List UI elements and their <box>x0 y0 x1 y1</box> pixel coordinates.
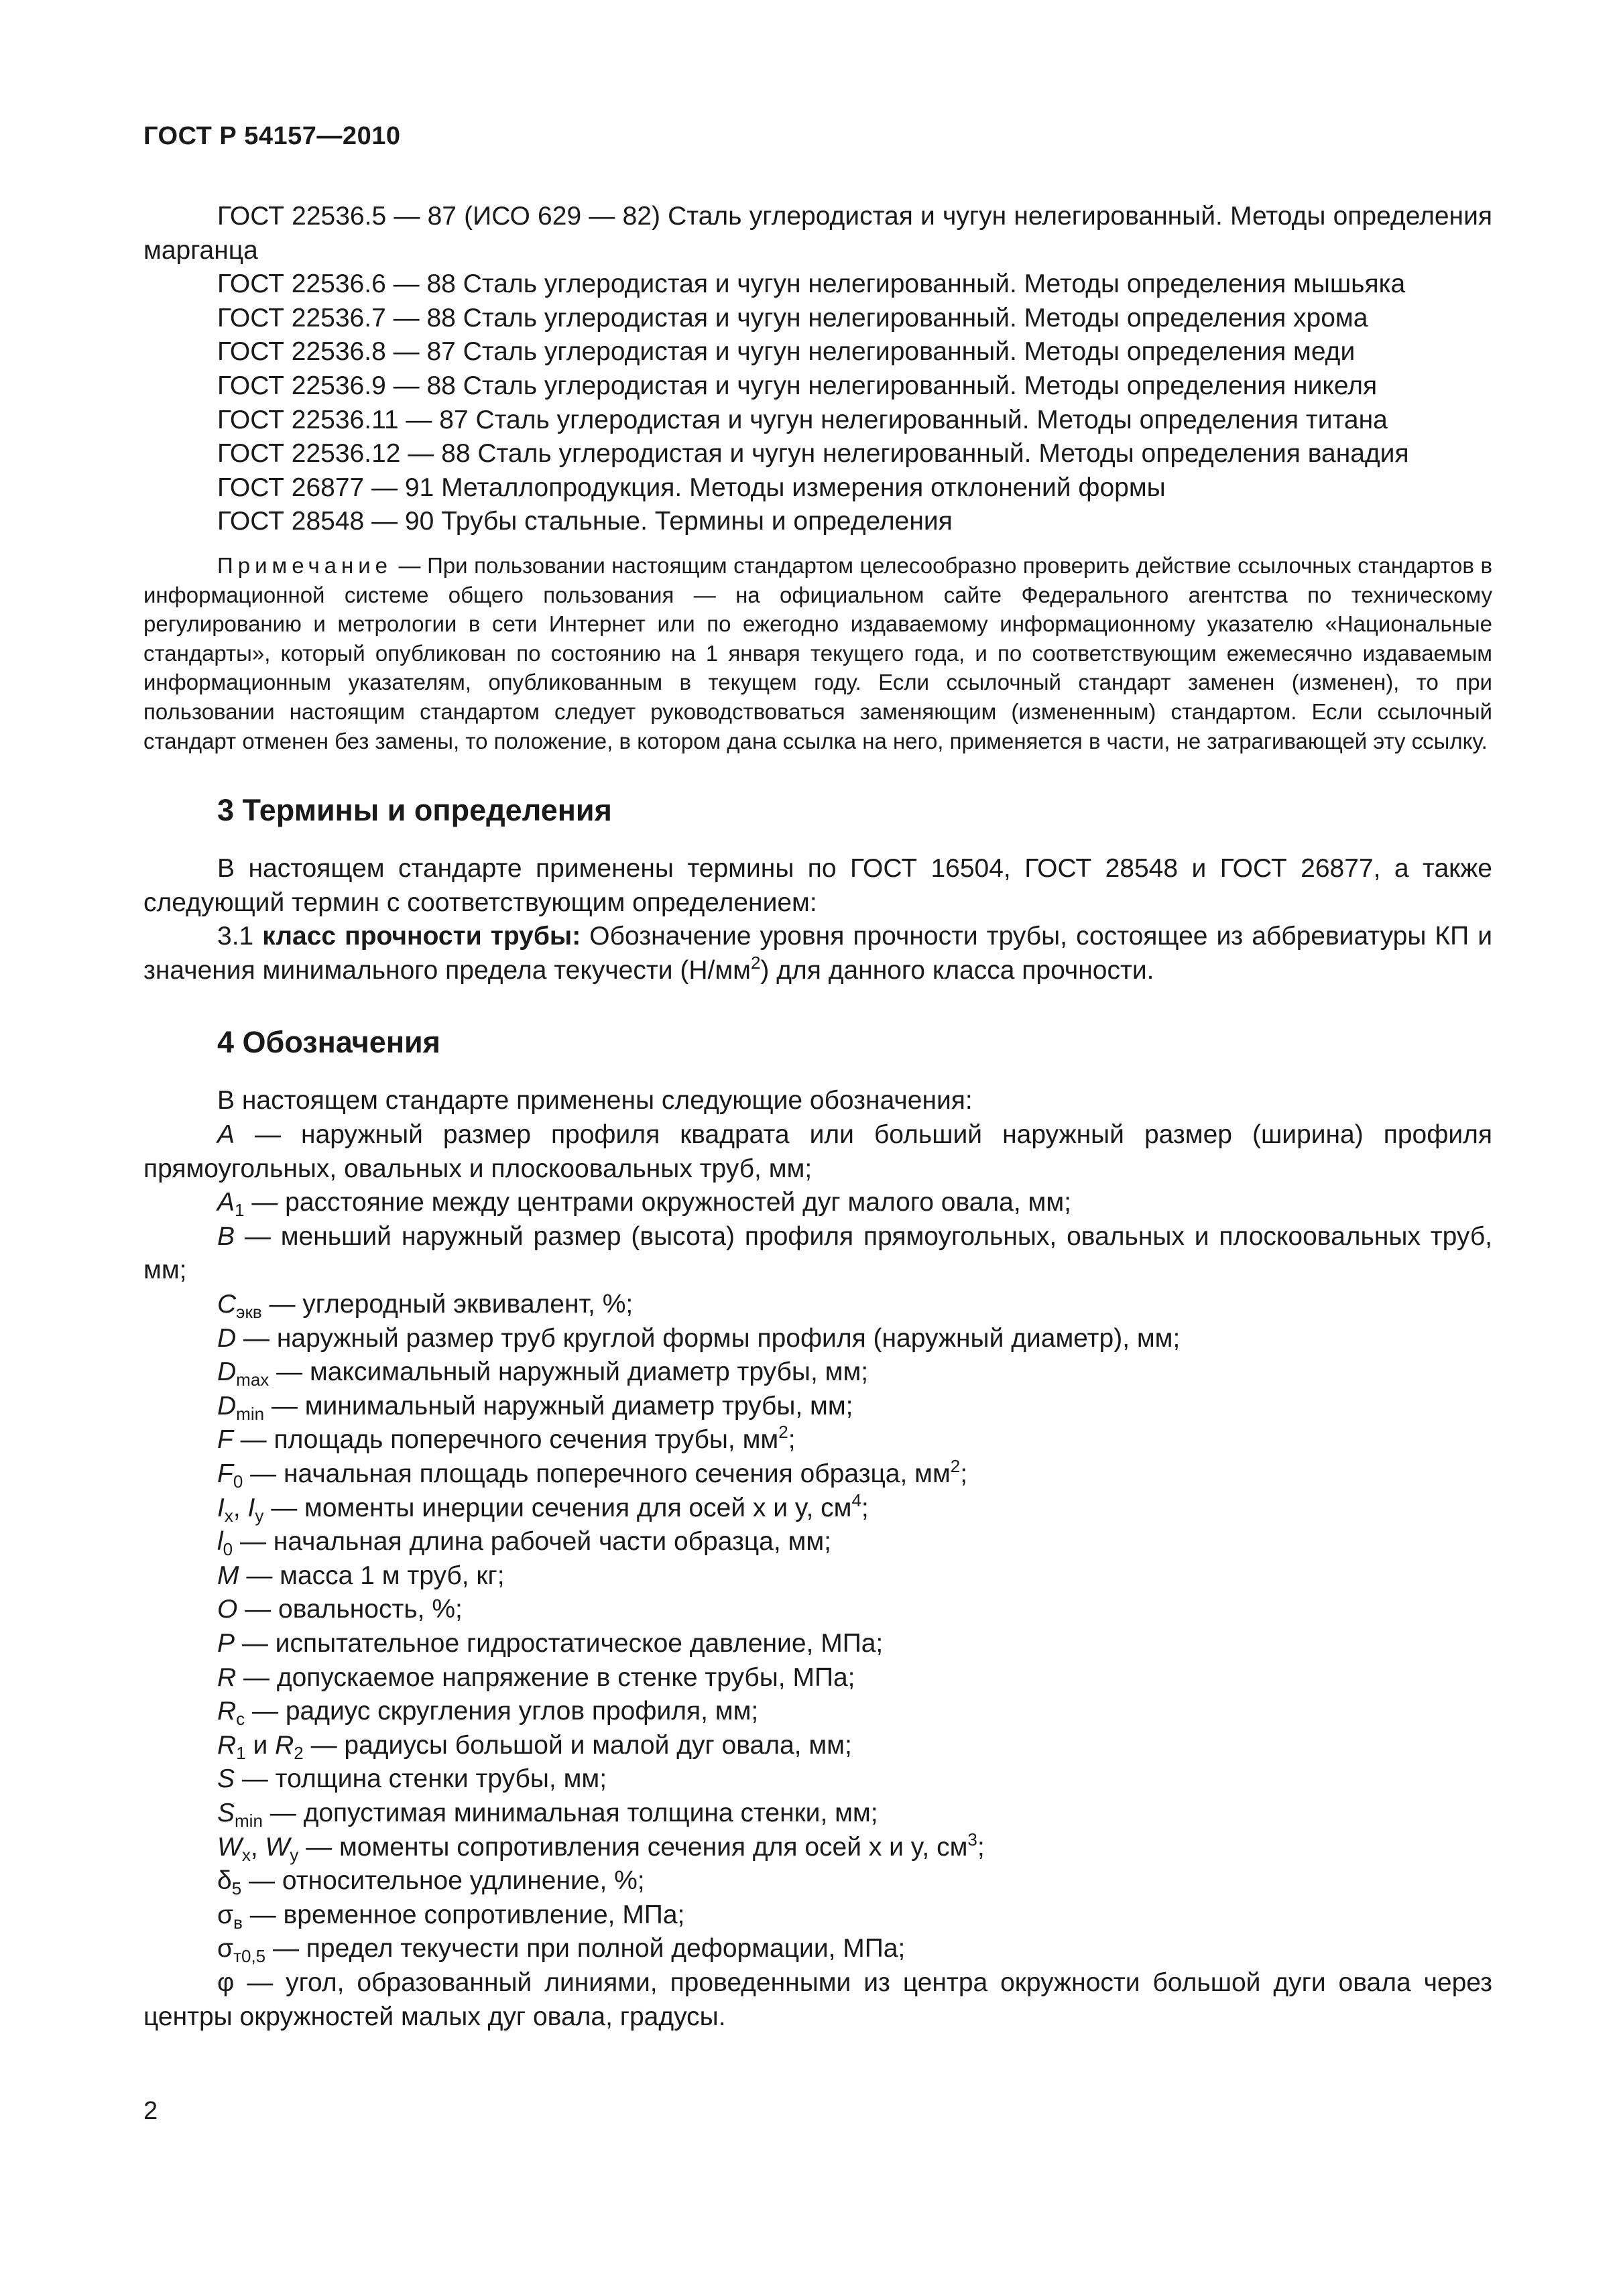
symbol-description: — начальная площадь поперечного сечения образца, мм <box>243 1459 951 1488</box>
symbol-description: — минимальный наружный диаметр трубы, мм; <box>264 1391 853 1421</box>
note-text: — При пользовании настоящим стандартом целесообразно проверить действие ссылочных стандартов в информационной системе общего пользования — на официальном сайте Федерального агентства по техническому регулированию и метрологии в сети Интернет или по ежегодно издаваемому информационному указателю «Национальные стандарты», который опубликован по состоянию на 1 января текущего года, и по соответствующим ежемесячно издаваемым информационным указателям, опубликованным в текущем году. Если ссылочный стандарт заменен (изменен), то при пользовании настоящим стандартом следует руководствоваться заменяющим (измененным) стандартом. Если ссылочный стандарт отменен без замены, то положение, в котором дана ссылка на него, применяется в части, не затрагивающей эту ссылку. <box>143 552 1492 753</box>
reference-item: ГОСТ 22536.12 — 88 Сталь углеродистая и чугун нелегированный. Методы определения ванадия <box>217 439 1409 469</box>
symbol-description: — наружный размер профиля квадрата или больший наружный размер (ширина) профиля прямоугольных, овальных и плоскоовальных труб, мм; <box>143 1120 1492 1183</box>
symbol-subscript: в <box>233 1912 243 1933</box>
symbol: I <box>217 1493 225 1522</box>
symbol-definition <box>143 1423 1492 1457</box>
symbol-definition <box>143 1457 1492 1492</box>
symbol: A <box>217 1188 235 1217</box>
symbol: σ <box>217 1900 234 1929</box>
symbol-definition <box>143 1186 1492 1220</box>
punctuation: ; <box>960 1459 968 1488</box>
symbol: B <box>217 1221 235 1251</box>
reference-item: ГОСТ 22536.11 — 87 Сталь углеродистая и чугун нелегированный. Методы определения титана <box>217 405 1388 434</box>
superscript: 3 <box>967 1829 977 1850</box>
term-number: 3.1 <box>217 922 254 951</box>
punctuation: ; <box>861 1493 869 1522</box>
references-list <box>143 200 1492 539</box>
symbol-definition <box>143 1864 1492 1898</box>
symbol-description: — моменты инерции сечения для осей x и y, см <box>263 1493 852 1522</box>
symbol-subscript: 0 <box>223 1539 233 1560</box>
symbol-subscript: т0,5 <box>233 1946 266 1967</box>
page-number: 2 <box>143 2097 158 2125</box>
term-definition-text: ) для данного класса прочности. <box>760 955 1154 985</box>
note-paragraph <box>143 551 1492 756</box>
symbol: φ <box>217 1968 235 1997</box>
note-label: Примечание <box>217 552 393 578</box>
symbol-description: — радиус скругления углов профиля, мм; <box>245 1697 759 1726</box>
symbols-list <box>143 1118 1492 2034</box>
symbol: A <box>217 1120 235 1150</box>
symbol-definition <box>143 1729 1492 1763</box>
symbol-definition <box>143 1390 1492 1424</box>
symbol-definition <box>143 1932 1492 1966</box>
symbol: O <box>217 1595 238 1624</box>
symbol: W <box>217 1832 242 1862</box>
symbol: R <box>275 1730 294 1760</box>
symbol-definition: $W_x$, $W_y$ — моменты сопротивления сечения для осей x и y, $см^3$; <box>217 1829 985 1865</box>
symbol-description: — наружный размер труб круглой формы профиля (наружный диаметр), мм; <box>236 1323 1181 1353</box>
symbol-definition: $I_x$, $I_y$ — моменты инерции сечения для осей x и y, $см^4$; <box>217 1490 869 1526</box>
symbol-definition <box>143 1288 1492 1322</box>
symbol-description: — допускаемое напряжение в стенке трубы, МПа; <box>236 1663 855 1692</box>
symbol: D <box>217 1357 237 1387</box>
term-name: класс прочности трубы: <box>262 922 581 951</box>
reference-item: ГОСТ 22536.7 — 88 Сталь углеродистая и чугун нелегированный. Методы определения хрома <box>217 303 1368 333</box>
symbol-description: — начальная длина рабочей части образца, мм; <box>233 1527 831 1557</box>
symbol-subscript: max <box>236 1370 269 1390</box>
section-3-intro: В настоящем стандарте применены термины по ГОСТ 16504, ГОСТ 28548 и ГОСТ 26877, а также следующий термин с соответствующим определением: <box>143 854 1492 917</box>
symbol: D <box>217 1323 237 1353</box>
reference-item: ГОСТ 26877 — 91 Металлопродукция. Методы измерения отклонений формы <box>217 473 1166 502</box>
symbol-description: — толщина стенки трубы, мм; <box>235 1764 607 1794</box>
symbol-subscript: y <box>255 1505 264 1526</box>
symbol-subscript: x <box>224 1505 233 1526</box>
symbol-description: — временное сопротивление, МПа; <box>242 1900 685 1929</box>
symbol-subscript: x <box>241 1844 251 1865</box>
reference-item: ГОСТ 28548 — 90 Трубы стальные. Термины и определения <box>217 507 953 536</box>
symbol-definition <box>143 1322 1492 1356</box>
symbol-subscript: min <box>236 1403 265 1424</box>
superscript: 2 <box>778 1422 788 1443</box>
section-3-heading: 3 Термины и определения <box>217 793 612 828</box>
symbol-subscript: экв <box>236 1302 262 1323</box>
symbol-subscript: y <box>290 1844 299 1865</box>
symbol-description: — масса 1 м труб, кг; <box>239 1561 505 1590</box>
symbol: δ <box>217 1866 232 1896</box>
symbol-description: — расстояние между центрами окружностей дуг малого овала, мм; <box>244 1188 1071 1217</box>
symbol-description: — максимальный наружный диаметр трубы, мм; <box>269 1357 869 1387</box>
symbol: l <box>217 1527 223 1557</box>
symbol-subscript: min <box>235 1810 263 1831</box>
symbol: I <box>247 1493 255 1522</box>
symbol-definition <box>143 1966 1492 2034</box>
symbol: W <box>265 1832 290 1862</box>
symbol-description: — овальность, %; <box>237 1595 463 1624</box>
symbol-subscript: 0 <box>233 1471 243 1492</box>
symbol-subscript: 5 <box>231 1878 242 1899</box>
symbol-connector: и <box>245 1730 276 1760</box>
symbol-description: — моменты сопротивления сечения для осей x и y, см <box>298 1832 968 1862</box>
symbol-subscript: 1 <box>236 1742 246 1763</box>
symbol: S <box>217 1798 235 1827</box>
reference-item: ГОСТ 22536.5 — 87 (ИСО 629 — 82) Сталь углеродистая и чугун нелегированный. Методы определения марганца <box>143 202 1492 265</box>
symbol-definition <box>143 1355 1492 1390</box>
punctuation: ; <box>977 1832 985 1862</box>
symbol-description: — угол, образованный линиями, проведенными из центра окружности большой дуги овала через центры окружностей малых дуг овала, градусы. <box>143 1968 1492 2031</box>
reference-item: ГОСТ 22536.8 — 87 Сталь углеродистая и чугун нелегированный. Методы определения меди <box>217 337 1356 367</box>
term-definition <box>143 920 1492 987</box>
symbol-definition <box>143 1220 1492 1288</box>
symbol-description: — относительное удлинение, %; <box>241 1866 645 1896</box>
term-definition-text: Обозначение уровня прочности трубы, состоящее из аббревиатуры КП и значения минимального предела текучести (Н/мм <box>143 922 1493 985</box>
symbol-description: — меньший наружный размер (высота) профиля прямоугольных, овальных и плоскоовальных труб, мм; <box>143 1221 1492 1285</box>
symbol-subscript: c <box>236 1709 245 1730</box>
reference-item: ГОСТ 22536.6 — 88 Сталь углеродистая и чугун нелегированный. Методы определения мышьяка <box>217 269 1406 299</box>
symbol: R <box>217 1663 237 1692</box>
symbol-description: — углеродный эквивалент, %; <box>261 1290 634 1319</box>
symbol-definition <box>143 1695 1492 1729</box>
symbol-description: — радиусы большой и малой дуг овала, мм; <box>303 1730 852 1760</box>
symbol-description: — испытательное гидростатическое давление, МПа; <box>235 1628 884 1658</box>
symbol: D <box>217 1391 237 1421</box>
symbol-description: — допустимая минимальная толщина стенки, мм; <box>262 1798 878 1827</box>
symbol-definition <box>143 1525 1492 1559</box>
symbol-definition <box>143 1627 1492 1661</box>
symbol-definition <box>143 1797 1492 1831</box>
symbol-subscript: 2 <box>294 1742 304 1763</box>
superscript: 2 <box>950 1456 961 1476</box>
symbol-definition <box>143 1118 1492 1186</box>
document-header: ГОСТ Р 54157—2010 <box>143 122 401 150</box>
superscript: 2 <box>750 952 761 973</box>
symbol: C <box>217 1290 237 1319</box>
symbol-definition <box>143 1593 1492 1627</box>
symbol-definition <box>143 1559 1492 1593</box>
document-body <box>143 200 1492 2034</box>
symbol-definition <box>143 1661 1492 1695</box>
symbol: P <box>217 1628 235 1658</box>
symbol-description: — площадь поперечного сечения трубы, мм <box>233 1425 779 1455</box>
punctuation: ; <box>788 1425 796 1455</box>
symbol-definition <box>143 1762 1492 1797</box>
symbol: σ <box>217 1934 234 1963</box>
symbol: S <box>217 1764 235 1794</box>
symbol-description: — предел текучести при полной деформации, МПа; <box>265 1934 906 1963</box>
symbol-definition <box>143 1898 1492 1933</box>
symbol-subscript: 1 <box>235 1200 245 1221</box>
symbol: R <box>217 1697 237 1726</box>
reference-item: ГОСТ 22536.9 — 88 Сталь углеродистая и чугун нелегированный. Методы определения никеля <box>217 371 1378 400</box>
symbol: F <box>217 1459 233 1488</box>
superscript: 4 <box>851 1490 861 1510</box>
symbol: M <box>217 1561 239 1590</box>
section-4-intro: В настоящем стандарте применены следующие обозначения: <box>217 1086 973 1115</box>
section-4-heading: 4 Обозначения <box>217 1025 440 1060</box>
symbol: R <box>217 1730 237 1760</box>
symbol: F <box>217 1425 233 1455</box>
